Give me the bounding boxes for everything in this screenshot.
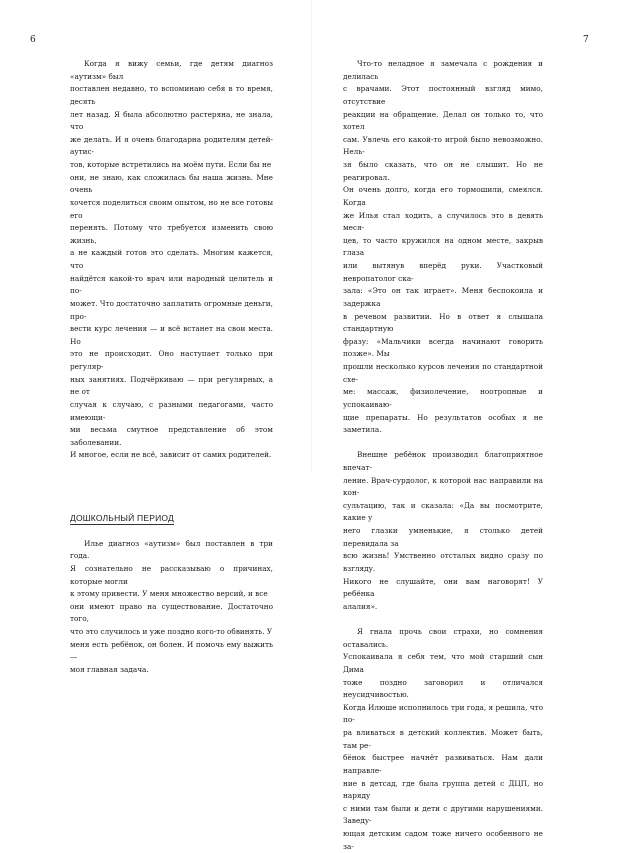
left-page-number: 6 (30, 35, 36, 45)
right-page-text (343, 58, 543, 853)
right-page-number: 7 (583, 35, 589, 45)
paragraph: Илье диагноз «аутизм» был поставлен в три года. Я сознательно не рассказываю о причинах, которые могли к этому привести. У меня множество версий, и все они имеют право на существование. Достаточно того, что это случилось и уже поздно кого-то обвинять. У меня есть ребёнок, он болен. И помочь ему выжить — моя главная задача. (70, 538, 273, 674)
paragraph-spacer (343, 613, 543, 626)
book-gutter (311, 0, 312, 472)
section-heading: ДОШКОЛЬНЫЙ ПЕРИОД (70, 513, 174, 523)
paragraph: Внешне ребёнок производил благоприятное впечат- ление. Врач-сурдолог, к которой нас направили на кон- сультацию, так и сказала: «Да вы посмотрите, какие у него глазки умненькие, я столько детей перевидала за всю жизнь! Умственно отсталых видно сразу по взгляду. Никого не слушайте, они вам наговорят! У ребёнка алалия». (343, 450, 543, 611)
paragraph: Что-то неладное я замечала с рождения и делилась с врачами. Этот постоянный взгляд мимо, отсутствие реакции на обращение. Делал он только то, что хотел сам. Увлечь его какой-то игрой было невозможно. Нель- зя было сказать, что он не слышит. Но не реагировал. Он очень долго, когда его тормошили, смеялся. Когда же Илья стал ходить, а случилось это в девять меся- цев, то часто кружился на одном месте, закрыв глаза или вытянув вперёд руки. Участковый невропатолог ска- зала: «Это он так играет». Меня беспокоила и задержка в речевом развитии. Но в ответ я слышала стандартную фразу: «Мальчики всегда начинают говорить позже». Мы прошли несколько курсов лечения по стандартной схе- ме: массаж, физиолечение, ноотропные и успокаиваю- щие препараты. Но результатов особых я не заметила. (343, 59, 543, 435)
paragraph: Я гнала прочь свои страхи, но сомнения оставались. Успокаивала я себя тем, что мой старший сын Дима тоже поздно заговорил и отличался неусидчивостью. Когда Илюше исполнилось три года, я решила, что по- ра вливаться в детский коллектив. Может быть, там ре- бёнок быстрее начнёт развиваться. Нам дали направле- ние в детсад, где была группа детей с ДЦП, но наряду с ними там были и дети с другими нарушениями. Заведу- ющая детским садом тоже ничего особенного не за- (343, 627, 543, 851)
paragraph-spacer (343, 437, 543, 450)
paragraph: Когда я вижу семьи, где детям диагноз «аутизм» был поставлен недавно, то вспоминаю себя в то время, десять лет назад. Я была абсолютно растеряна, не знала, что же делать. И я очень благодарна родителям детей-аутис- тов, которые встретились на моём пути. Если бы не они, не знаю, как сложилась бы наша жизнь. Мне очень хочется поделиться своим опытом, но не все готовы его перенять. Потому что требуется изменить свою жизнь, а не каждый готов это сделать. Многим кажется, что найдётся какой-то врач или народный целитель и по- может. Что достаточно заплатить огромные деньги, про- вести курс лечения — и всё встанет на свои места. Но это не происходит. Оно наступает только при регуляр- ных занятиях. Подчёркиваю — при регулярных, а не от случая к случаю, с разными педагогами, часто имеющи- ми весьма смутное представление об этом заболевании. И многое, если не всё, зависит от самих родителей. (70, 59, 274, 460)
section-heading-block (70, 512, 273, 526)
left-page-text (70, 58, 273, 677)
